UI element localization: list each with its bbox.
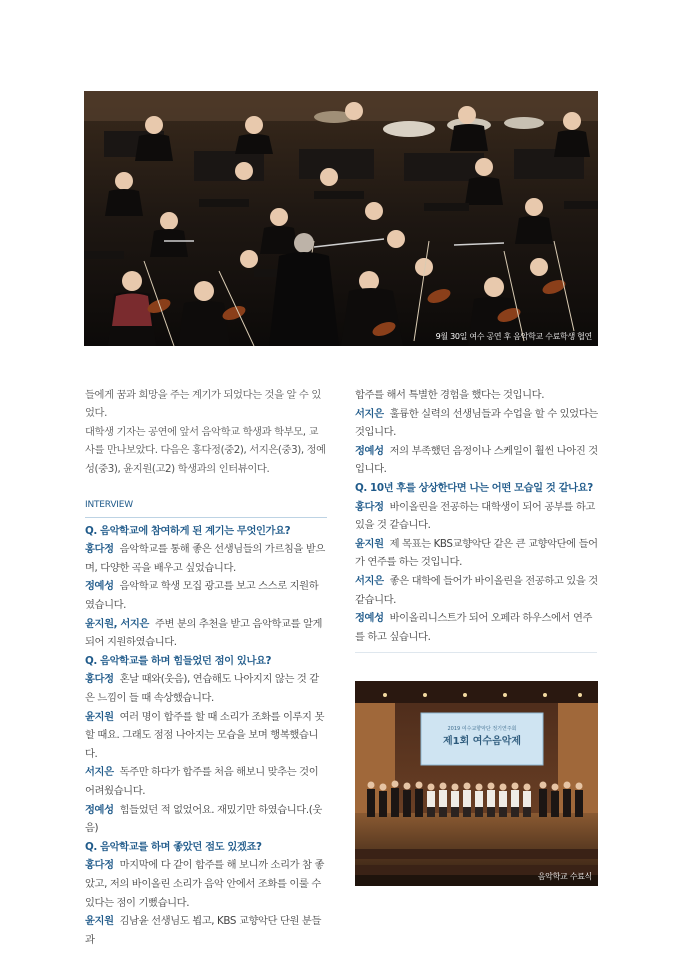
answer-text: 제 목표는 KBS교향악단 같은 큰 교향악단에 들어가 연주를 하는 것입니다. bbox=[355, 537, 598, 569]
answer-text: 저의 부족했던 음정이나 스케일이 훨씬 나아진 것 입니다. bbox=[355, 444, 598, 476]
answer-text: 독주만 하다가 합주를 처음 해보니 맞추는 것이 어려웠습니다. bbox=[85, 766, 319, 797]
answer-text: 음악학교 학생 모집 광고를 보고 스스로 지원하였습니다. bbox=[85, 580, 319, 611]
answer-text: 바이올리니스트가 되어 오페라 하우스에서 연주를 하고 싶습니다. bbox=[355, 612, 593, 643]
answer-item bbox=[355, 498, 598, 535]
answer-item bbox=[85, 708, 327, 764]
intro-paragraph-1: 들에게 꿈과 희망을 주는 계기가 되었다는 것을 알 수 있었다. bbox=[85, 389, 321, 420]
answer-text: 훌륭한 실력의 선생님들과 수업을 할 수 있었다는 것입니다. bbox=[355, 407, 598, 439]
speaker-name: 윤지원, 서지은 bbox=[85, 617, 149, 630]
screen-small-text: 2019 여수교향악단 정기연주회 bbox=[447, 726, 517, 732]
continued-text: 합주를 해서 특별한 경험을 했다는 것입니다. bbox=[355, 389, 545, 401]
answer-text: 혼날 때와(웃음), 연습해도 나아지지 않는 것 같은 느낌이 들 때 속상했습니다. bbox=[85, 673, 319, 704]
screen-title: 제1회 여수음악제 bbox=[442, 736, 522, 747]
question-3: Q. 음악학교를 하며 좋았던 점도 있겠죠? bbox=[85, 840, 262, 853]
answer-item bbox=[85, 912, 327, 949]
question-1: Q. 음악학교에 참여하게 된 계기는 무엇인가요? bbox=[85, 524, 291, 537]
column-divider bbox=[355, 652, 597, 653]
answer-text: 주변 분의 추천을 받고 음악학교를 알게 되어 지원하였습니다. bbox=[85, 617, 323, 649]
answer-item bbox=[85, 540, 327, 577]
speaker-name: 윤지원 bbox=[355, 537, 384, 550]
answer-item bbox=[355, 609, 598, 646]
photo-caption: 음악학교 수료식 bbox=[537, 872, 592, 881]
answer-item bbox=[355, 442, 598, 479]
answer-item bbox=[355, 535, 598, 572]
answer-item bbox=[85, 763, 327, 800]
photo-caption: 9월 30일 여수 공연 후 음악학교 수료학생 협연 bbox=[435, 332, 592, 341]
answer-item bbox=[85, 856, 327, 912]
answer-text: 힘들었던 적 없었어요. 재밌기만 하였습니다.(웃음) bbox=[85, 803, 322, 835]
speaker-name: 정예성 bbox=[85, 803, 114, 816]
answer-text: 바이올린을 전공하는 대학생이 되어 공부를 하고 있을 것 같습니다. bbox=[355, 500, 595, 532]
right-column bbox=[355, 386, 598, 646]
speaker-name: 홍다정 bbox=[85, 859, 114, 872]
interview-label: INTERVIEW bbox=[85, 500, 133, 511]
answer-text: 여러 명이 합주를 할 때 소리가 조화를 이루지 못할 때요. 그래도 점점 나아지는 모습을 보며 행복했습니다. bbox=[85, 710, 325, 760]
speaker-name: 윤지원 bbox=[85, 710, 114, 723]
answer-text: 마지막에 다 같이 합주를 해 보니까 소리가 참 좋았고, 저의 바이올린 소리가 음악 안에서 조화를 이룰 수 있다는 점이 기뻤습니다. bbox=[85, 859, 325, 909]
speaker-name: 정예성 bbox=[85, 580, 114, 593]
answer-text: 음악학교를 통해 좋은 선생님들의 가르침을 받으며, 다양한 곡을 배우고 싶었습니다. bbox=[85, 543, 325, 574]
ceremony-illustration bbox=[355, 681, 598, 886]
answer-item bbox=[85, 615, 327, 652]
orchestra-illustration bbox=[84, 91, 598, 346]
answer-text: 좋은 대학에 들어가 바이올린을 전공하고 있을 것 같습니다. bbox=[355, 574, 598, 606]
speaker-name: 서지은 bbox=[85, 766, 114, 779]
answer-item bbox=[355, 572, 598, 609]
interview-rule bbox=[85, 517, 327, 518]
answer-text: 김남윤 선생님도 뵙고, KBS 교향악단 단원 분들과 bbox=[85, 915, 322, 946]
question-4: Q. 10년 후를 상상한다면 나는 어떤 모습일 것 같나요? bbox=[355, 481, 593, 494]
speaker-name: 홍다정 bbox=[355, 500, 384, 513]
left-column bbox=[85, 386, 327, 949]
intro-paragraph-2: 대학생 기자는 공연에 앞서 음악학교 학생과 학부모, 교사를 만나보았다. 다음은 홍다정(중2), 서지은(중3), 정예성(중3), 윤지원(고2) 학생과의 인터뷰이다. bbox=[85, 425, 326, 475]
orchestra-photo bbox=[84, 91, 598, 346]
answer-item bbox=[85, 801, 327, 838]
speaker-name: 홍다정 bbox=[85, 543, 114, 556]
ceremony-photo bbox=[355, 681, 598, 886]
answer-item bbox=[85, 577, 327, 614]
speaker-name: 윤지원 bbox=[85, 915, 114, 928]
answer-item bbox=[85, 670, 327, 707]
speaker-name: 서지은 bbox=[355, 574, 384, 587]
speaker-name: 정예성 bbox=[355, 444, 384, 457]
speaker-name: 홍다정 bbox=[85, 673, 114, 686]
question-2: Q. 음악학교를 하며 힘들었던 점이 있나요? bbox=[85, 654, 272, 667]
speaker-name: 서지은 bbox=[355, 407, 384, 420]
answer-item bbox=[355, 405, 598, 442]
speaker-name: 정예성 bbox=[355, 612, 384, 625]
